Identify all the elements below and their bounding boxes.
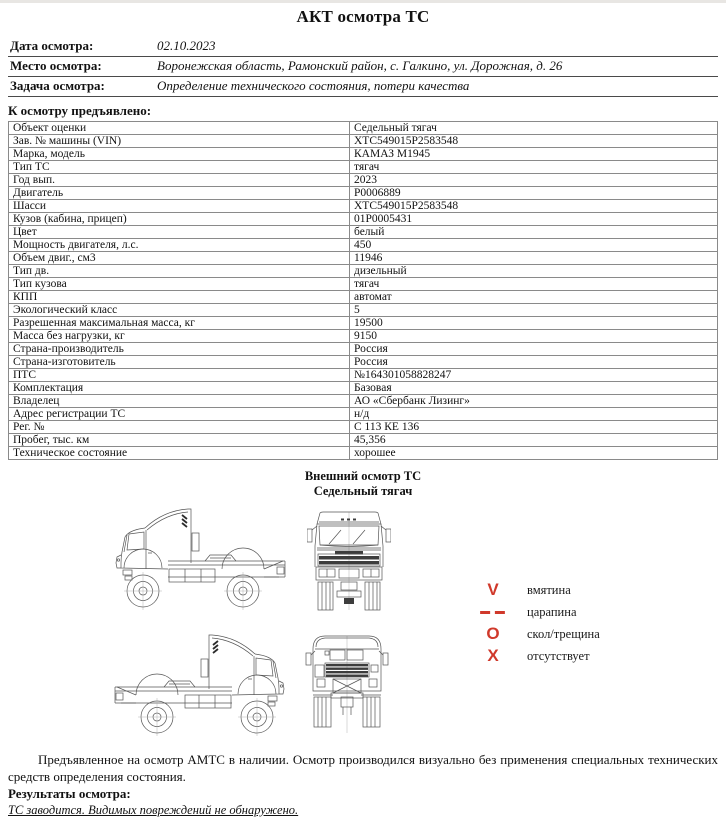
table-row bbox=[9, 200, 718, 213]
spec-label: Адрес регистрации ТС bbox=[9, 408, 350, 421]
truck-front-view-drawing bbox=[307, 510, 391, 614]
spec-value: Базовая bbox=[350, 382, 718, 395]
spec-label: Страна-производитель bbox=[9, 343, 350, 356]
spec-label: Страна-изготовитель bbox=[9, 356, 350, 369]
meta-value: Воронежская область, Рамонский район, с. Галкино, ул. Дорожная, д. 26 bbox=[155, 57, 718, 77]
table-row bbox=[9, 278, 718, 291]
table-row bbox=[9, 161, 718, 174]
spec-value: 11946 bbox=[350, 252, 718, 265]
damage-symbol-icon: X bbox=[487, 646, 499, 665]
spec-value: хорошее bbox=[350, 447, 718, 460]
legend-item bbox=[475, 579, 600, 601]
spec-value: Россия bbox=[350, 356, 718, 369]
spec-label: Экологический класс bbox=[9, 304, 350, 317]
spec-label: Владелец bbox=[9, 395, 350, 408]
spec-label: Пробег, тыс. км bbox=[9, 434, 350, 447]
truck-side-view-left-drawing bbox=[110, 507, 290, 611]
legend-item bbox=[475, 645, 600, 667]
meta-row bbox=[8, 77, 718, 97]
inspection-title: Внешний осмотр ТС bbox=[304, 469, 422, 483]
spec-label: Тип ТС bbox=[9, 161, 350, 174]
legend-label: вмятина bbox=[527, 582, 571, 597]
spec-value: №164301058828247 bbox=[350, 369, 718, 382]
closing-paragraph: Предъявленное на осмотр АМТС в наличии. Осмотр производился визуально без применения специальных технических средств определения состояния. bbox=[8, 752, 718, 784]
meta-label: Дата осмотра: bbox=[8, 37, 155, 57]
damage-legend bbox=[475, 579, 600, 667]
table-row bbox=[9, 317, 718, 330]
spec-value: КАМАЗ М1945 bbox=[350, 148, 718, 161]
spec-label: Техническое состояние bbox=[9, 447, 350, 460]
spec-label: КПП bbox=[9, 291, 350, 304]
spec-label: Мощность двигателя, л.с. bbox=[9, 239, 350, 252]
spec-label: ПТС bbox=[9, 369, 350, 382]
spec-value: P0006889 bbox=[350, 187, 718, 200]
table-row bbox=[9, 330, 718, 343]
legend-item bbox=[475, 601, 600, 623]
spec-label: Тип кузова bbox=[9, 278, 350, 291]
spec-value: 450 bbox=[350, 239, 718, 252]
table-row bbox=[9, 356, 718, 369]
meta-row bbox=[8, 37, 718, 57]
spec-value: 2023 bbox=[350, 174, 718, 187]
spec-value: 19500 bbox=[350, 317, 718, 330]
spec-label: Зав. № машины (VIN) bbox=[9, 135, 350, 148]
table-row bbox=[9, 122, 718, 135]
legend-label: отсутствует bbox=[527, 648, 590, 663]
spec-label: Рег. № bbox=[9, 421, 350, 434]
meta-label: Задача осмотра: bbox=[8, 77, 155, 97]
legend-label: царапина bbox=[527, 604, 577, 619]
meta-value: 02.10.2023 bbox=[155, 37, 718, 57]
table-row bbox=[9, 265, 718, 278]
spec-section-heading: К осмотру предъявлено: bbox=[8, 103, 152, 118]
meta-value: Определение технического состояния, потери качества bbox=[155, 77, 718, 97]
spec-value: дизельный bbox=[350, 265, 718, 278]
spec-value: 5 bbox=[350, 304, 718, 317]
spec-label: Тип дв. bbox=[9, 265, 350, 278]
table-row bbox=[9, 291, 718, 304]
spec-value: Россия bbox=[350, 343, 718, 356]
spec-label: Разрешенная максимальная масса, кг bbox=[9, 317, 350, 330]
spec-label: Объект оценки bbox=[9, 122, 350, 135]
table-row bbox=[9, 226, 718, 239]
page-top-strip bbox=[0, 0, 726, 3]
document-title: АКТ осмотра ТС bbox=[296, 7, 430, 26]
spec-label: Масса без нагрузки, кг bbox=[9, 330, 350, 343]
table-row bbox=[9, 174, 718, 187]
results-heading: Результаты осмотра: bbox=[8, 786, 131, 801]
spec-value: автомат bbox=[350, 291, 718, 304]
table-row bbox=[9, 434, 718, 447]
spec-value: белый bbox=[350, 226, 718, 239]
vehicle-diagrams-area bbox=[8, 501, 718, 746]
table-row bbox=[9, 148, 718, 161]
spec-label: Марка, модель bbox=[9, 148, 350, 161]
inspection-titles bbox=[8, 469, 718, 499]
spec-label: Год вып. bbox=[9, 174, 350, 187]
table-row bbox=[9, 421, 718, 434]
meta-row bbox=[8, 57, 718, 77]
table-row bbox=[9, 135, 718, 148]
spec-label: Двигатель bbox=[9, 187, 350, 200]
spec-value: Седельный тягач bbox=[350, 122, 718, 135]
legend-item bbox=[475, 623, 600, 645]
spec-value: тягач bbox=[350, 278, 718, 291]
spec-value: С 113 КЕ 136 bbox=[350, 421, 718, 434]
spec-label: Кузов (кабина, прицеп) bbox=[9, 213, 350, 226]
table-row bbox=[9, 447, 718, 460]
spec-value: XTC549015P2583548 bbox=[350, 135, 718, 148]
meta-label: Место осмотра: bbox=[8, 57, 155, 77]
table-row bbox=[9, 395, 718, 408]
spec-value: АО «Сбербанк Лизинг» bbox=[350, 395, 718, 408]
table-row bbox=[9, 369, 718, 382]
spec-value: н/д bbox=[350, 408, 718, 421]
spec-value: тягач bbox=[350, 161, 718, 174]
spec-label: Комплектация bbox=[9, 382, 350, 395]
inspection-subtitle: Седельный тягач bbox=[313, 484, 413, 498]
table-row bbox=[9, 382, 718, 395]
spec-label: Объем двиг., см3 bbox=[9, 252, 350, 265]
spec-value: 9150 bbox=[350, 330, 718, 343]
meta-fields-table bbox=[8, 37, 718, 97]
spec-label: Шасси bbox=[9, 200, 350, 213]
table-row bbox=[9, 252, 718, 265]
damage-symbol-icon: ▬ ▬ bbox=[480, 606, 506, 617]
table-row bbox=[9, 343, 718, 356]
table-row bbox=[9, 213, 718, 226]
damage-symbol-icon: O bbox=[486, 624, 500, 643]
spec-value: XTC549015P2583548 bbox=[350, 200, 718, 213]
table-row bbox=[9, 239, 718, 252]
table-row bbox=[9, 304, 718, 317]
spec-label: Цвет bbox=[9, 226, 350, 239]
damage-symbol-icon: V bbox=[487, 580, 499, 599]
truck-side-view-right-drawing bbox=[110, 633, 290, 737]
table-row bbox=[9, 408, 718, 421]
results-text: ТС заводится. Видимых повреждений не обнаружено. bbox=[8, 803, 299, 817]
truck-rear-view-drawing bbox=[305, 633, 389, 737]
vehicle-spec-table bbox=[8, 121, 718, 460]
spec-value: 45,356 bbox=[350, 434, 718, 447]
legend-label: скол/трещина bbox=[527, 626, 600, 641]
spec-value: 01P0005431 bbox=[350, 213, 718, 226]
table-row bbox=[9, 187, 718, 200]
